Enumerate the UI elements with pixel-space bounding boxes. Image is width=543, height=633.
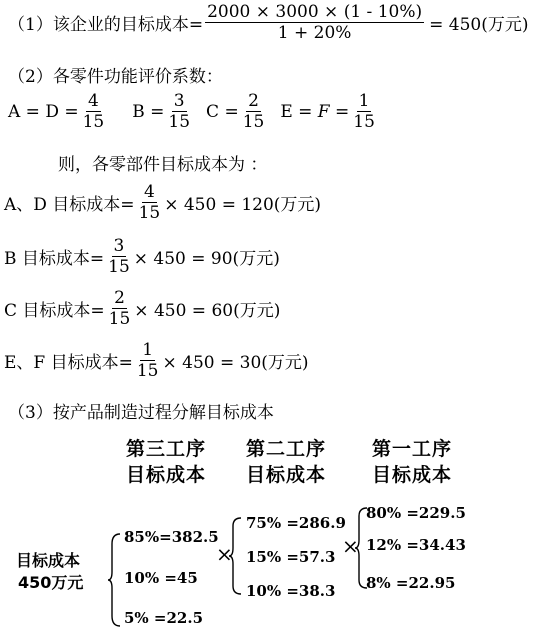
stage3-item-1: 85%=382.5 [124, 528, 219, 546]
header-stage2-line1: 第二工序 [245, 438, 326, 460]
step1-label: （1）该企业的目标成本= [8, 15, 204, 35]
target-c-den: 15 [108, 309, 131, 329]
target-ef-num: 1 [142, 340, 154, 360]
target-ad [4, 183, 321, 222]
coef-b-num: 3 [173, 91, 185, 111]
coef-ef-fraction [351, 92, 377, 131]
coef-c-num: 2 [248, 91, 259, 111]
target-b-fraction [106, 237, 132, 276]
coef-ef-pre: E = [280, 101, 313, 122]
target-c-fraction [107, 289, 133, 328]
target-c-tail: × 450 = 60(万元) [134, 301, 281, 321]
step2-label: （2）各零件功能评价系数： [8, 67, 223, 87]
target-ad-fraction [137, 183, 163, 222]
target-ef-fraction [135, 341, 161, 380]
then-line: 则，各零部件目标成本为 ： [58, 155, 268, 175]
coefficients-row [8, 92, 379, 131]
header-stage1 [364, 436, 460, 488]
step1-result: = 450(万元) [429, 15, 529, 35]
header-stage2-line2: 目标成本 [245, 464, 326, 486]
step1-formula [8, 3, 529, 42]
coef-ef-den: 15 [353, 112, 375, 132]
times-sign-1: × [216, 542, 233, 566]
target-b [4, 237, 280, 276]
step1-fraction [205, 3, 424, 42]
coef-ef-f: F [317, 101, 330, 122]
target-ad-tail: × 450 = 120(万元) [164, 195, 322, 215]
target-ad-den: 15 [138, 203, 161, 223]
stage3-item-2: 10% =45 [124, 569, 198, 587]
stage1-item-3: 8% =22.95 [366, 574, 456, 592]
step1-numerator: 2000 × 3000 × (1 - 10%) [207, 2, 423, 22]
target-b-label: B 目标成本= [4, 249, 105, 269]
coef-ef-eq: = [335, 101, 350, 122]
stage2-item-3: 10% =38.3 [246, 582, 336, 600]
target-ef-tail: × 450 = 30(万元) [162, 353, 309, 373]
coef-b-label: B = [132, 101, 165, 122]
target-ef-den: 15 [136, 361, 159, 381]
root-line1: 目标成本 [16, 551, 81, 570]
header-stage3-line1: 第三工序 [125, 438, 206, 460]
coef-c-fraction [241, 92, 267, 131]
stage2-item-2: 15% =57.3 [246, 548, 336, 566]
header-stage3-line2: 目标成本 [125, 464, 206, 486]
coef-ad-fraction [81, 92, 107, 131]
stage2-item-1: 75% =286.9 [246, 514, 346, 532]
coef-c-den: 15 [242, 112, 265, 132]
target-b-den: 15 [108, 257, 130, 277]
target-c-label: C 目标成本= [4, 301, 105, 321]
times-sign-2: × [342, 534, 359, 558]
header-stage2 [238, 436, 334, 488]
header-stage3 [118, 436, 214, 488]
header-stage1-line2: 目标成本 [371, 464, 452, 486]
coef-ef-num: 1 [358, 91, 370, 111]
stage1-item-2: 12% =34.43 [366, 536, 466, 554]
coef-b-den: 15 [168, 112, 191, 132]
coef-ef-label [280, 102, 349, 122]
target-b-num: 3 [113, 236, 125, 256]
target-b-tail: × 450 = 90(万元) [133, 249, 280, 269]
coef-ad-label: A = D = [8, 101, 79, 122]
coef-c-label: C = [206, 101, 239, 122]
coef-b-fraction [166, 92, 192, 131]
target-ad-num: 4 [143, 182, 155, 202]
target-c [4, 289, 280, 328]
header-stage1-line1: 第一工序 [371, 438, 452, 460]
target-ad-label: A、D 目标成本= [4, 195, 135, 215]
target-ef-label: E、F 目标成本= [4, 353, 133, 373]
root-line2: 450万元 [18, 573, 84, 592]
coef-ad-den: 15 [82, 112, 105, 132]
root-target [16, 550, 83, 594]
target-ef [4, 341, 309, 380]
stage3-item-3: 5% =22.5 [124, 609, 204, 627]
stage1-item-1: 80% =229.5 [366, 504, 466, 522]
step1-denominator: 1 + 20% [277, 23, 352, 43]
coef-ad-num: 4 [88, 91, 99, 111]
target-c-num: 2 [114, 288, 125, 308]
step3-label: （3）按产品制造过程分解目标成本 [8, 403, 274, 423]
brace-stage3 [108, 532, 122, 628]
